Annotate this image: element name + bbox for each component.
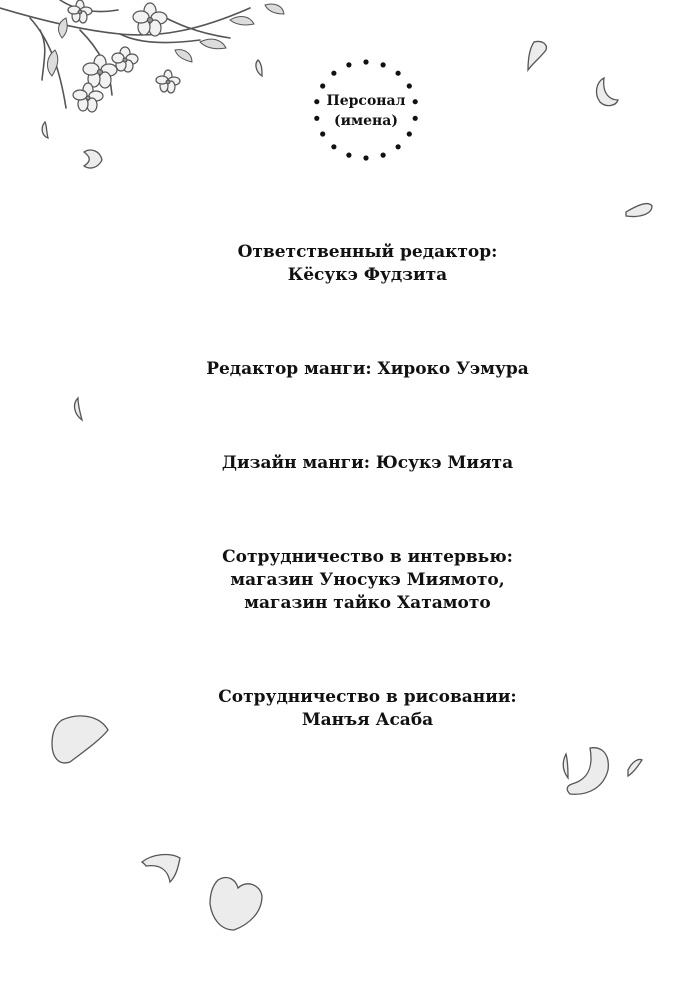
credit-manga-design (0, 452, 700, 475)
badge-dot (363, 155, 368, 160)
badge-dot (381, 153, 386, 158)
badge-dot (320, 131, 325, 136)
leaf-cluster (47, 4, 284, 76)
credit-line: Дизайн манги: Юсукэ Мията (221, 453, 514, 473)
badge-dot (346, 153, 351, 158)
branch-illustration (0, 0, 250, 108)
blossom-cluster (68, 0, 180, 112)
credit-chief-editor (0, 241, 700, 287)
credit-line: магазин тайко Хатамото (244, 593, 491, 613)
credit-line: Сотрудничество в рисовании: (218, 687, 517, 707)
credit-line: Редактор манги: Хироко Уэмура (206, 359, 529, 379)
credit-interview-cooperation (0, 546, 700, 615)
credit-manga-editor (0, 358, 700, 381)
badge-dot (363, 59, 368, 64)
badge-dot (331, 71, 336, 76)
badge-dot (320, 83, 325, 88)
badge-dot (381, 62, 386, 67)
credit-line: Сотрудничество в интервью: (222, 547, 513, 567)
credit-line: магазин Уносукэ Миямото, (230, 570, 505, 590)
staff-badge (310, 57, 422, 163)
badge-dot (346, 62, 351, 67)
credit-drawing-cooperation (0, 686, 700, 732)
badge-dot (407, 131, 412, 136)
credit-line: Кёсукэ Фудзита (287, 265, 448, 285)
badge-dot (407, 83, 412, 88)
badge-dot (396, 144, 401, 149)
credit-line: Манъя Асаба (301, 710, 434, 730)
badge-dot (331, 144, 336, 149)
falling-petals (42, 41, 652, 930)
badge-label (310, 91, 422, 131)
badge-dot (396, 71, 401, 76)
badge-title: Персонал (326, 93, 406, 109)
badge-subtitle: (имена) (333, 113, 399, 129)
credit-line: Ответственный редактор: (237, 242, 498, 262)
